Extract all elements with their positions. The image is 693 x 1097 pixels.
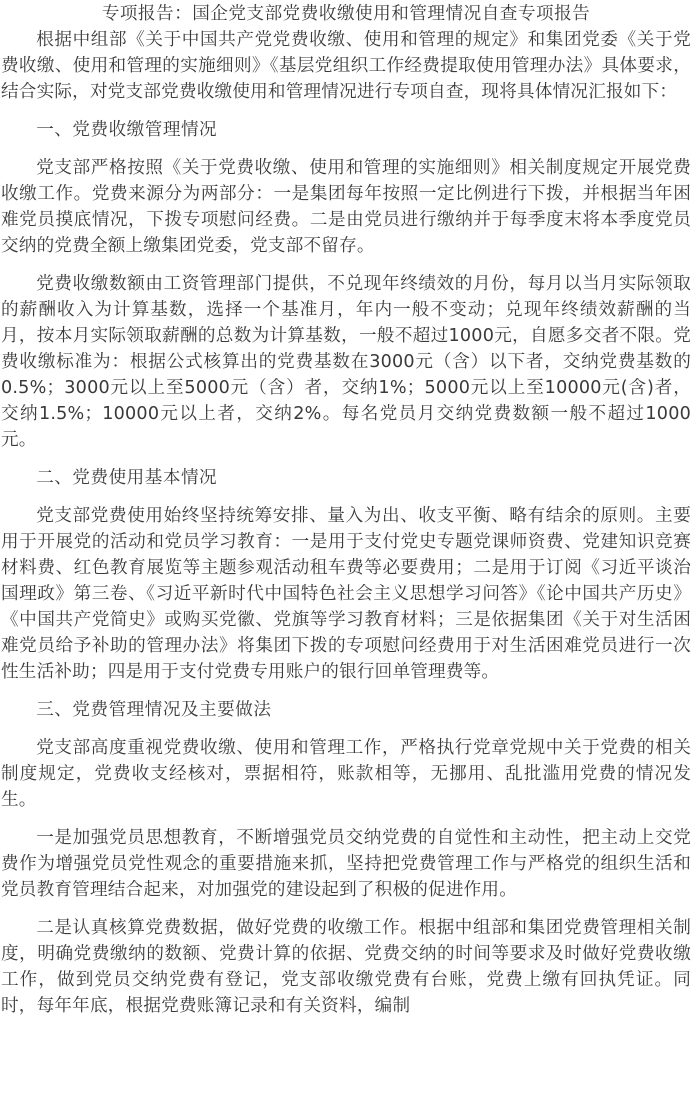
section-2-paragraph-1: 党支部党费使用始终坚持统筹安排、量入为出、收支平衡、略有结余的原则。主要用于开展党的活动和党员学习教育：一是用于支付党史专题党课师资费、党建知识竞赛材料费、红色教育展览等主题参观活动租车费等必要费用；二是用于订阅《习近平谈治国理政》第三卷、《习近平新时代中国特色社会主义思想学习问答》《论中国共产历史》《中国共产党简史》或购买党徽、党旗等学习教育材料；三是依据集团《关于对生活困难党员给予补助的管理办法》将集团下拨的专项慰问经费用于对生活困难党员进行一次性生活补助；四是用于支付党费专用账户的银行回单管理费等。 xyxy=(1,506,691,682)
document-title: 专项报告：国企党支部党费收缴使用和管理情况自查专项报告 xyxy=(101,4,591,24)
section-heading-1: 一、党费收缴管理情况 xyxy=(36,120,218,140)
section-3-paragraph-2: 一是加强党员思想教育，不断增强党员交纳党费的自觉性和主动性，把主动上交党费作为增强党员党性观念的重要措施来抓，坚持把党费管理工作与严格党的组织生活和党员教育管理结合起来，对加强党的建设起到了积极的促进作用。 xyxy=(1,828,691,900)
intro-paragraph: 根据中组部《关于中国共产党党费收缴、使用和管理的规定》和集团党委《关于党费收缴、使用和管理的实施细则》《基层党组织工作经费提取使用管理办法》具体要求，结合实际，对党支部党费收缴使用和管理情况进行专项自查，现将具体情况汇报如下： xyxy=(1,30,691,102)
section-heading-2: 二、党费使用基本情况 xyxy=(36,468,218,488)
section-3-paragraph-3: 二是认真核算党费数据，做好党费的收缴工作。根据中组部和集团党费管理相关制度，明确党费缴纳的数额、党费计算的依据、党费交纳的时间等要求及时做好党费收缴工作，做到党员交纳党费有登记，党支部收缴党费有台账，党费上缴有回执凭证。同时，每年年底，根据党费账簿记录和有关资料，编制 xyxy=(1,918,691,1016)
section-3-paragraph-1: 党支部高度重视党费收缴、使用和管理工作，严格执行党章党规中关于党费的相关制度规定，党费收支经核对，票据相符，账款相等，无挪用、乱批滥用党费的情况发生。 xyxy=(1,738,691,810)
section-1-paragraph-1: 党支部严格按照《关于党费收缴、使用和管理的实施细则》相关制度规定开展党费收缴工作。党费来源分为两部分：一是集团每年按照一定比例进行下拨，并根据当年困难党员摸底情况，下拨专项慰问经费。二是由党员进行缴纳并于每季度末将本季度党员交纳的党费全额上缴集团党委，党支部不留存。 xyxy=(1,158,691,256)
section-heading-3: 三、党费管理情况及主要做法 xyxy=(36,700,272,720)
section-1-paragraph-2: 党费收缴数额由工资管理部门提供，不兑现年终绩效的月份，每月以当月实际领取的薪酬收入为计算基数，选择一个基准月，年内一般不变动；兑现年终绩效薪酬的当月，按本月实际领取薪酬的总数为计算基数，一般不超过1000元，自愿多交者不限。党费收缴标准为：根据公式核算出的党费基数在3000元（含）以下者，交纳党费基数的0.5%；3000元以上至5000元（含）者，交纳1%；5000元以上至10000元(含)者，交纳1.5%；10000元以上者，交纳2%。每名党员月交纳党费数额一般不超过1000元。 xyxy=(1,274,691,450)
